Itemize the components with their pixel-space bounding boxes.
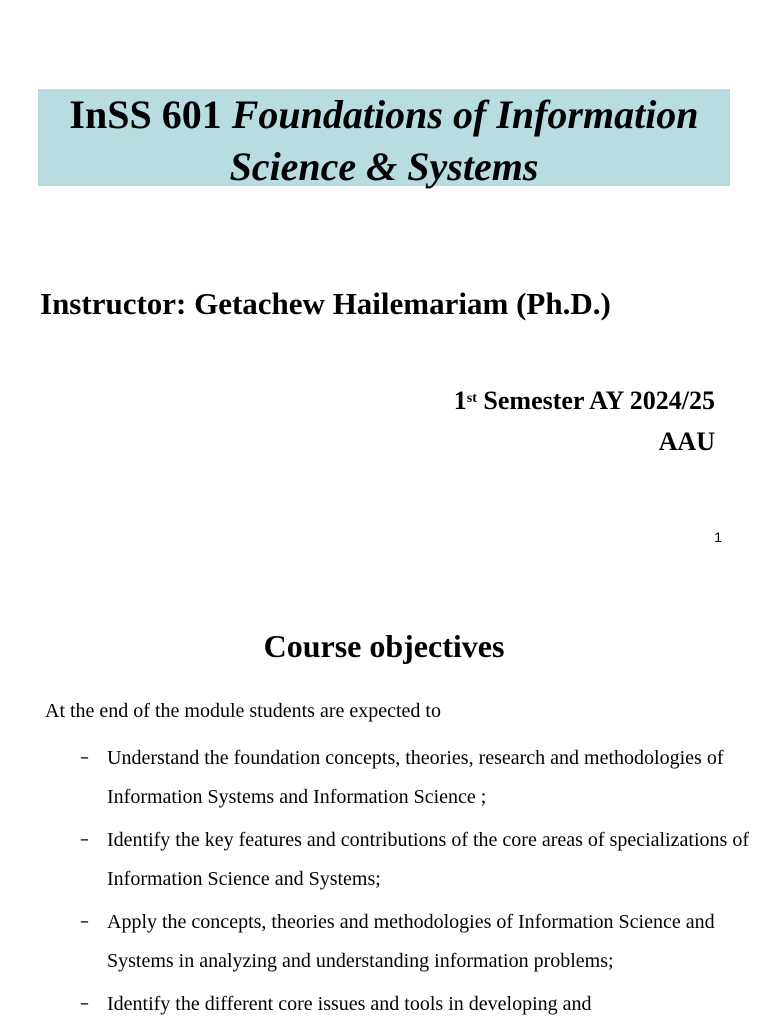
semester-ordinal: 1 xyxy=(453,386,467,415)
institution-name: AAU xyxy=(658,427,715,456)
objectives-list xyxy=(80,739,760,1029)
dash-bullet-icon: – xyxy=(80,993,89,1014)
objective-item xyxy=(80,739,760,816)
dash-bullet-icon: – xyxy=(80,829,89,850)
objective-text: Identify the key features and contributions of the core areas of specializations of Information Science and Systems; xyxy=(107,829,749,890)
course-title-banner xyxy=(38,89,730,189)
dash-bullet-icon: – xyxy=(80,747,89,768)
instructor-name: Instructor: Getachew Hailemariam (Ph.D.) xyxy=(40,286,611,321)
semester-line xyxy=(454,380,715,421)
objective-text: Identify the different core issues and tools in developing and xyxy=(107,993,592,1015)
objectives-slide xyxy=(0,576,768,1024)
objective-text: Apply the concepts, theories and methodologies of Information Science and Systems in analyzing and understanding information problems; xyxy=(107,911,715,972)
semester-block xyxy=(454,380,715,462)
semester-ordinal-suffix: st xyxy=(466,391,477,406)
dash-bullet-icon: – xyxy=(80,911,89,932)
objective-item xyxy=(80,903,760,980)
semester-text: Semester AY 2024/25 xyxy=(483,386,715,415)
objectives-intro: At the end of the module students are expected to xyxy=(45,700,441,722)
objective-text: Understand the foundation concepts, theories, research and methodologies of Information Systems and Information Science ; xyxy=(107,747,724,808)
objective-item xyxy=(80,821,760,898)
course-name: Foundations of Information Science & Systems xyxy=(229,92,699,189)
objectives-heading: Course objectives xyxy=(263,628,505,664)
course-code: InSS 601 xyxy=(69,92,222,137)
objective-item xyxy=(80,985,760,1024)
page-number: 1 xyxy=(714,529,722,545)
